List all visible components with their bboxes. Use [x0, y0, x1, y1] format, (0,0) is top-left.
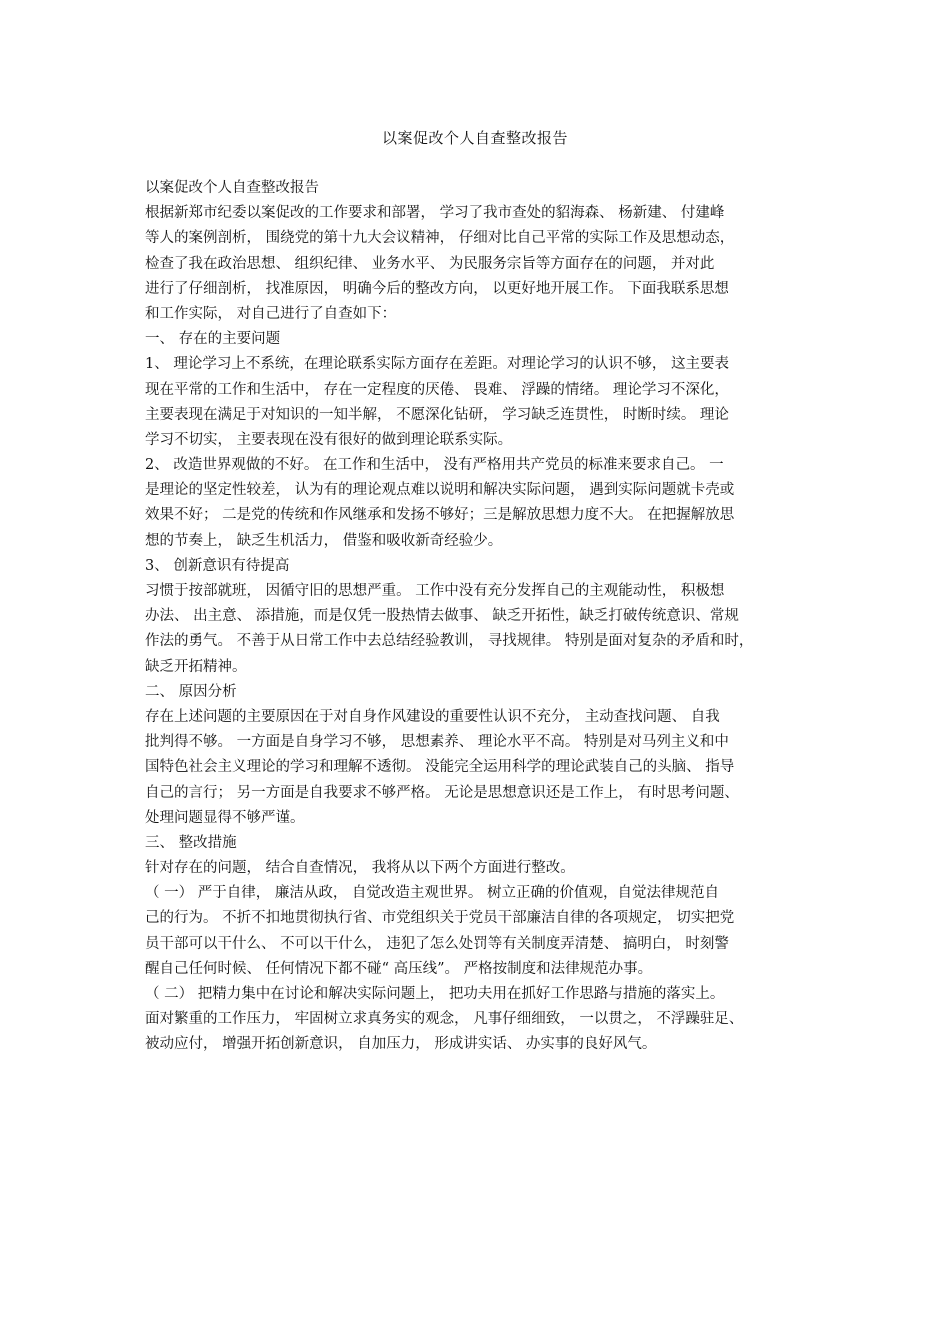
- text-line: 员干部可以干什么、 不可以干什么， 违犯了怎么处罚等有关制度弄清楚、 搞明白， 时刻警: [145, 935, 729, 952]
- text-line: 醒自己任何时候、 任何情况下都不碰“ 高压线”。 严格按制度和法律规范办事。: [145, 960, 653, 977]
- text-line: 根据新郑市纪委以案促改的工作要求和部署， 学习了我市查处的貂海森、 杨新建、 付建峰: [145, 205, 725, 222]
- text-line: 效果不好； 二是党的传统和作风继承和发扬不够好；三是解放思想力度不大。 在把握解放思: [145, 507, 735, 524]
- text-line: 和工作实际， 对自己进行了自查如下：: [145, 305, 397, 322]
- text-line: 以案促改个人自查整改报告: [145, 180, 319, 196]
- text-line: 办法、 出主意、 添措施，而是仅凭一股热情去做事、 缺乏开拓性，缺乏打破传统意识、常规: [145, 608, 739, 625]
- text-line: 现在平常的工作和生活中， 存在一定程度的厌倦、 畏难、 浮躁的情绪。 理论学习不深化，: [145, 381, 729, 398]
- text-line: 习惯于按部就班， 因循守旧的思想严重。 工作中没有充分发挥自己的主观能动性， 积极想: [145, 583, 725, 599]
- text-line: 三、 整改措施: [145, 834, 237, 851]
- document-body: [145, 176, 815, 1058]
- text-line: 批判得不够。 一方面是自身学习不够， 思想素养、 理论水平不高。 特别是对马列主义和中: [145, 734, 729, 751]
- text-line: 存在上述问题的主要原因在于对自身作风建设的重要性认识不充分， 主动查找问题、 自我: [145, 708, 720, 725]
- text-line: 国特色社会主义理论的学习和理解不透彻。 没能完全运用科学的理论武装自己的头脑、 指导: [145, 759, 735, 776]
- text-line: 想的节奏上， 缺乏生机活力， 借鉴和吸收新奇经验少。: [145, 532, 503, 549]
- text-line: 检查了我在政治思想、 组织纪律、 业务水平、 为民服务宗旨等方面存在的问题， 并对此: [145, 255, 715, 272]
- document-title: 以案促改个人自查整改报告: [381, 129, 568, 147]
- text-line: 进行了仔细剖析， 找准原因， 明确今后的整改方向， 以更好地开展工作。 下面我联系思想: [145, 280, 729, 297]
- text-line: 学习不切实， 主要表现在没有很好的做到理论联系实际。: [145, 431, 513, 448]
- text-line: （ 一） 严于自律， 廉洁从政， 自觉改造主观世界。 树立正确的价值观，自觉法律规范自: [145, 885, 720, 902]
- text-line: 2、 改造世界观做的不好。 在工作和生活中， 没有严格用共产党员的标准来要求自己。 一: [145, 457, 724, 474]
- text-line: 己的行为。 不折不扣地贯彻执行省、市党组织关于党员干部廉洁自律的各项规定， 切实把党: [145, 910, 735, 927]
- text-line: 一、 存在的主要问题: [145, 331, 281, 348]
- text-line: 被动应付， 增强开拓创新意识， 自加压力， 形成讲实话、 办实事的良好风气。: [145, 1036, 657, 1053]
- text-line: 等人的案例剖析， 围绕党的第十九大会议精神， 仔细对比自己平常的实际工作及思想动态，: [145, 230, 735, 247]
- text-line: 是理论的坚定性较差， 认为有的理论观点难以说明和解决实际问题， 遇到实际问题就卡壳或: [145, 482, 735, 499]
- text-line: 作法的勇气。 不善于从日常工作中去总结经验教训， 寻找规律。 特别是面对复杂的矛盾和时，: [145, 633, 754, 650]
- text-line: 针对存在的问题， 结合自查情况， 我将从以下两个方面进行整改。: [145, 860, 575, 877]
- text-line: （ 二） 把精力集中在讨论和解决实际问题上， 把功夫用在抓好工作思路与措施的落实上。: [145, 986, 725, 1002]
- text-line: 处理问题显得不够严谨。: [145, 809, 305, 826]
- text-line: 3、 创新意识有待提高: [145, 557, 290, 574]
- text-line: 缺乏开拓精神。: [145, 658, 247, 675]
- text-line: 二、 原因分析: [145, 683, 237, 700]
- text-line: 面对繁重的工作压力， 牢固树立求真务实的观念， 凡事仔细细致， 一以贯之， 不浮躁驻足、: [145, 1011, 744, 1028]
- text-line: 主要表现在满足于对知识的一知半解， 不愿深化钻研， 学习缺乏连贯性， 时断时续。 理论: [145, 406, 729, 423]
- text-line: 自己的言行； 另一方面是自我要求不够严格。 无论是思想意识还是工作上， 有时思考问题、: [145, 784, 739, 801]
- text-line: 1、 理论学习上不系统，在理论联系实际方面存在差距。对理论学习的认识不够， 这主要表: [145, 356, 729, 373]
